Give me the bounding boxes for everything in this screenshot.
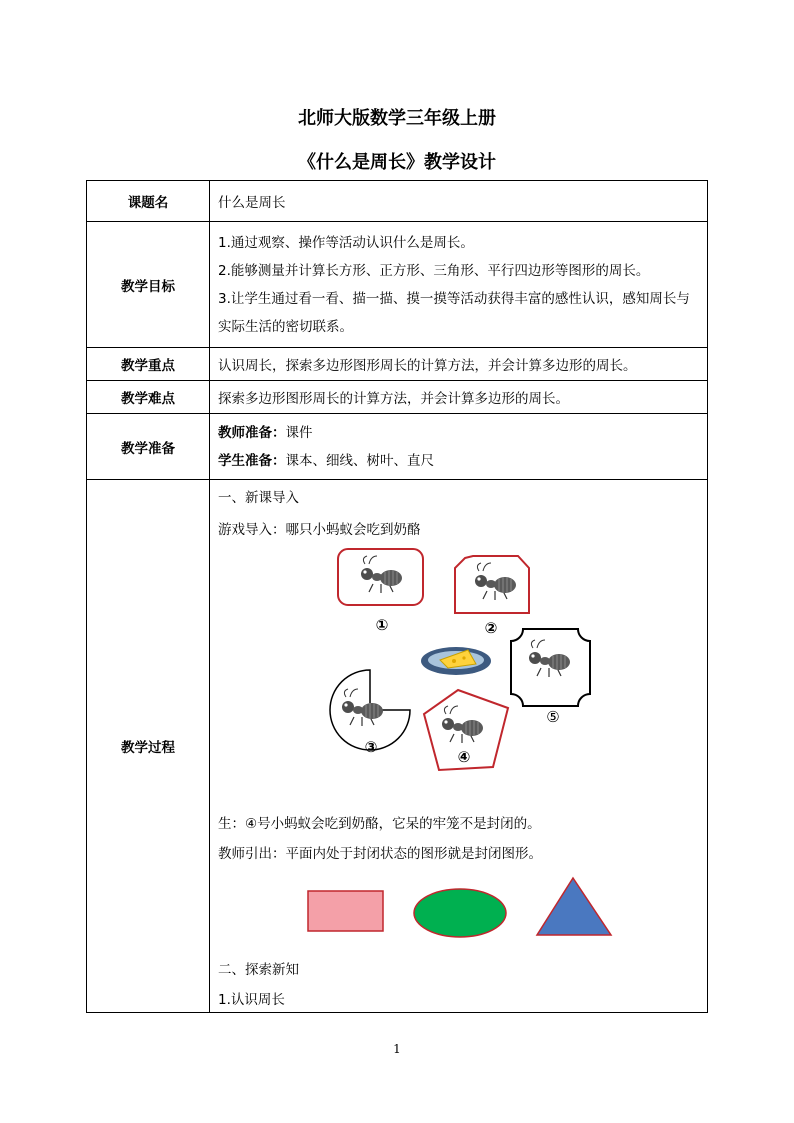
process-label: 教学过程 xyxy=(87,480,210,1013)
subsection-perimeter: 1.认识周长 xyxy=(218,992,285,1008)
objective-item: 实际生活的密切联系。 xyxy=(218,318,353,335)
process-content xyxy=(210,480,708,1013)
student-preparation xyxy=(218,447,699,475)
cage-label-2: ② xyxy=(484,619,498,637)
teacher-preparation xyxy=(218,419,699,447)
cage-label-5: ⑤ xyxy=(546,708,560,726)
closed-triangle-shape xyxy=(537,878,611,935)
objective-item: 3.让学生通过看一看、描一描、摸一摸等活动获得丰富的感性认识，感知周长与 xyxy=(218,290,690,307)
key-point-label: 教学重点 xyxy=(87,348,210,381)
section-new-lesson: 一、新课导入 xyxy=(218,490,299,506)
cage-label-3: ③ xyxy=(364,738,378,756)
student-prep-label: 学生准备： xyxy=(218,452,286,469)
page-number: 1 xyxy=(393,1042,401,1056)
cage-scalloped-square xyxy=(511,629,590,706)
ant-4-icon xyxy=(442,706,483,743)
topic-label: 课题名 xyxy=(87,181,210,222)
topic-value: 什么是周长 xyxy=(210,181,708,222)
objective-item: 2.能够测量并计算长方形、正方形、三角形、平行四边形等图形的周长。 xyxy=(218,262,650,279)
objective-item: 1.通过观察、操作等活动认识什么是周长。 xyxy=(218,234,474,251)
cheese-plate-icon xyxy=(421,647,491,675)
key-point-value: 认识周长，探索多边形图形周长的计算方法，并会计算多边形的周长。 xyxy=(210,348,708,381)
lesson-plan-table xyxy=(86,180,708,1013)
teacher-prep-label: 教师准备： xyxy=(218,424,286,441)
cage-label-1: ① xyxy=(375,616,389,634)
cage-label-4: ④ xyxy=(457,748,471,766)
cheese-ant-figure xyxy=(210,480,710,1013)
difficulty-label: 教学难点 xyxy=(87,381,210,414)
ant-2-icon xyxy=(475,563,516,600)
preparation-content xyxy=(210,414,708,480)
preparation-label: 教学准备 xyxy=(87,414,210,480)
difficulty-value: 探索多边形图形周长的计算方法，并会计算多边形的周长。 xyxy=(210,381,708,414)
student-prep-value: 课本、细线、树叶、直尺 xyxy=(285,452,434,469)
section-explore: 二、探索新知 xyxy=(218,962,299,978)
student-answer: 生：④号小蚂蚁会吃到奶酪，它呆的牢笼不是封闭的。 xyxy=(218,816,541,832)
ant-1-icon xyxy=(361,556,402,593)
document-title: 北师大版数学三年级上册 xyxy=(298,108,496,129)
teacher-prep-value: 课件 xyxy=(285,424,313,441)
game-intro: 游戏导入：哪只小蚂蚁会吃到奶酪 xyxy=(218,522,421,538)
closed-ellipse-shape xyxy=(414,889,506,937)
objectives-label: 教学目标 xyxy=(87,222,210,348)
document-subtitle: 《什么是周长》教学设计 xyxy=(298,152,496,173)
teacher-lead: 教师引出：平面内处于封闭状态的图形就是封闭图形。 xyxy=(218,846,542,862)
closed-rectangle-shape xyxy=(308,891,383,931)
objectives-content xyxy=(210,222,708,348)
